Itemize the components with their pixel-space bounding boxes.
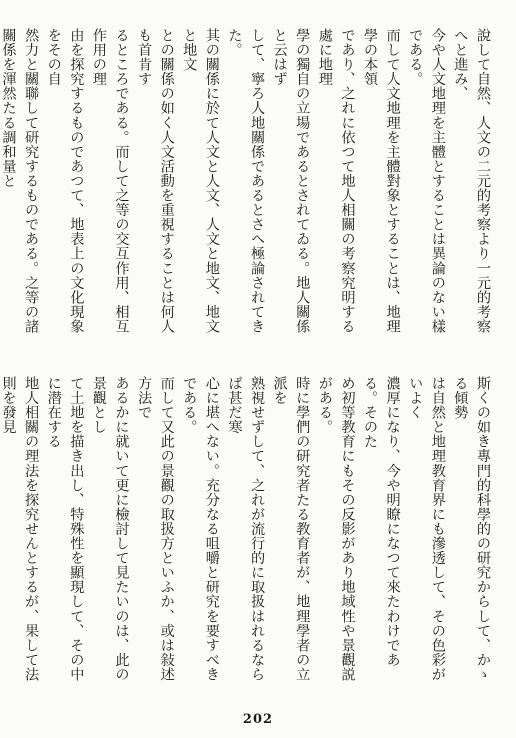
page-number: 202 xyxy=(242,712,274,727)
upper-text-block: 說して自然、人文の二元的考察より一元的考察へと進み、 今や人文地理を主體とすることは異論のない樣である。 而して人文地理を主體對象とすることは、地理學の本領 であり、之れに依つて地人相關の考察究明する處に地理 學の獨自の立場であるとされてゐる。地人關係と云はず して、寧ろ人地關係であるとさへ極論されてきた。 其の關係に於て人文と人文、人文と地文、地文と地文 との關係の如く人文活動を重視することは何人も首肯す るところである。而して之等の交互作用、相互作用の理 由を探究するものであつて、地表上の文化現象をその自 然力と關聯して研究するものである。之等の諸關係を渾然たる調和量と xyxy=(0,28,491,334)
lower-text-block: 斯くの如き專門的科學的の研究からして、かゝる傾勢 は自然と地理教育界にも滲透して、その色彩がいよく 濃厚になり、今や明瞭になつて來たわけである。そのた め初等教育にもその反影があり地域性や景觀説がある。 時に學們の研究者たる教育者が、地理學者の立派を 熟視せずして、之れが流行的に取扱はれるならば甚だ寒 心に堪へない。充分なる咀嚼と研究を要すべきである。 而して又此の景觀の取扱方といふか、或は敍述方法で あるかに就いて更に檢討して見たいのは、此の景觀とし て土地を描き出し、特殊性を顯現して、その中に潜在する 地人相關の理法を探究せんとするが、果して法則を發見 xyxy=(0,376,491,682)
